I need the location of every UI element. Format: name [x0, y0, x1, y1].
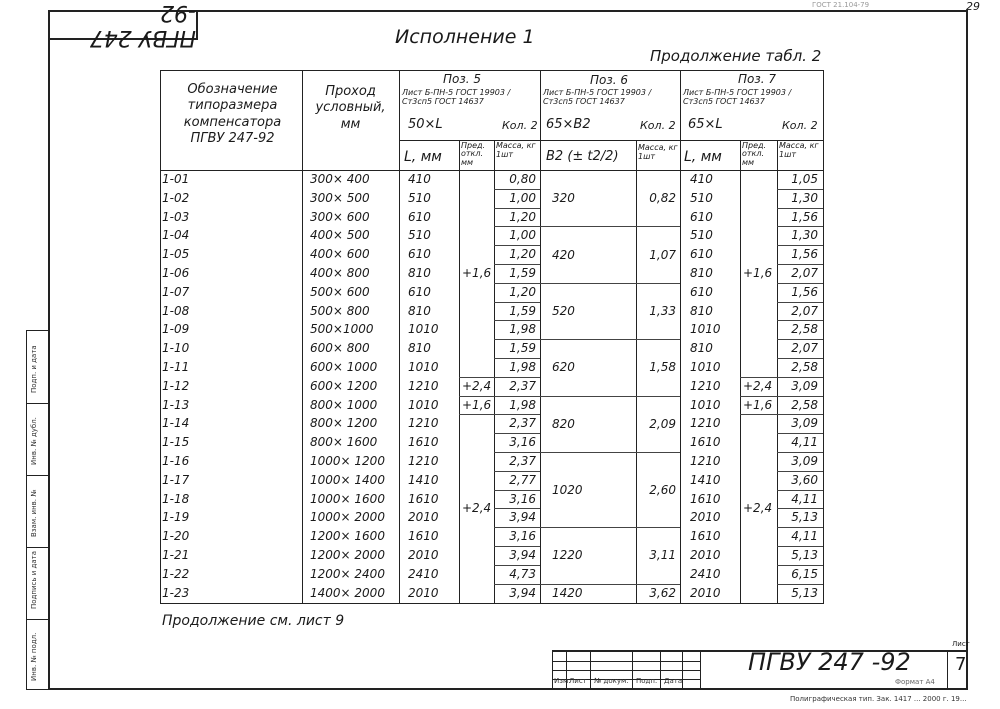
pos7-tolerance: +2,4 [743, 501, 773, 516]
pos5-tolerance: +1,6 [462, 266, 492, 281]
row-divider [777, 546, 823, 547]
row-divider [494, 471, 540, 472]
row-divider [494, 377, 540, 378]
row-pos5-length: 1610 [408, 491, 439, 506]
row-pos5-length: 510 [408, 190, 431, 205]
row-pos7-length: 610 [690, 209, 713, 224]
row-divider [494, 433, 540, 434]
row-pos5-length: 2010 [408, 510, 439, 525]
row-pos5-length: 1410 [408, 472, 439, 487]
row-passage: 400× 800 [310, 266, 370, 280]
sheet-label: Лист [952, 640, 970, 648]
row-divider [777, 452, 823, 453]
gost-mark: ГОСТ 21.104-79 [812, 1, 870, 9]
row-pos5-mass: 1,98 [509, 397, 536, 412]
row-pos5-mass: 3,16 [509, 435, 536, 450]
row-passage: 300× 500 [310, 190, 370, 205]
row-divider [494, 414, 540, 415]
row-pos7-mass: 5,13 [791, 585, 818, 600]
row-divider [494, 320, 540, 321]
row-divider [494, 208, 540, 209]
row-passage: 1000× 1600 [310, 491, 385, 506]
pos6-width: 1220 [552, 548, 583, 563]
pos6-mass: 1,33 [649, 304, 676, 318]
pos6-group-divider [540, 452, 680, 453]
row-pos7-length: 2410 [690, 566, 721, 581]
row-designation: 1-08 [162, 303, 190, 318]
tb-sign: Подп. [636, 677, 658, 685]
col-designation-header: Обозначение типоразмера компенсатора ПГВУ 247-92 [183, 82, 282, 146]
row-pos5-mass: 0,80 [509, 172, 536, 186]
pos6-width: 620 [552, 360, 575, 375]
pos7-col-tol: Пред. откл. мм [742, 141, 767, 167]
row-pos5-mass: 3,16 [509, 491, 536, 506]
tolerance-divider [740, 396, 777, 397]
row-passage: 500× 800 [310, 303, 370, 318]
row-divider [777, 471, 823, 472]
row-pos7-mass: 2,07 [791, 341, 818, 356]
row-divider [494, 302, 540, 303]
row-pos5-mass: 3,94 [509, 548, 536, 562]
pos5-col-l: L, мм [404, 149, 442, 165]
row-pos7-length: 1210 [690, 416, 721, 431]
tolerance-divider [740, 414, 777, 415]
row-divider [494, 189, 540, 190]
row-divider [777, 283, 823, 284]
tb-date: Дата [664, 677, 683, 685]
row-divider [494, 358, 540, 359]
row-pos7-length: 610 [690, 284, 713, 299]
row-passage: 600× 1200 [310, 378, 378, 393]
row-pos7-length: 810 [690, 341, 713, 356]
row-divider [494, 584, 540, 585]
pos6-width: 1420 [552, 586, 583, 600]
pos5-col-tol: Пред. откл. мм [461, 141, 486, 167]
tolerance-divider [459, 377, 494, 378]
row-divider [494, 527, 540, 528]
pos6-mass: 3,11 [649, 548, 676, 563]
row-passage: 1000× 2000 [310, 510, 385, 525]
row-divider [494, 396, 540, 397]
row-pos7-length: 810 [690, 303, 713, 318]
row-designation: 1-07 [162, 284, 190, 299]
side-stamp-field: Инв. № дубл. [30, 417, 38, 465]
row-divider [494, 245, 540, 246]
row-pos5-length: 1010 [408, 322, 439, 337]
row-designation: 1-11 [162, 360, 190, 374]
pos7-size: 65×L [688, 117, 723, 132]
row-divider [494, 508, 540, 509]
tb-doc: № докум. [594, 677, 629, 685]
row-designation: 1-02 [162, 190, 190, 205]
pos6-group-divider [540, 226, 680, 227]
row-pos5-mass: 1,59 [509, 266, 536, 280]
col-passage-header: Проход условный, мм [315, 84, 386, 132]
row-designation: 1-16 [162, 454, 190, 468]
row-pos5-mass: 2,37 [509, 416, 536, 431]
row-passage: 1400× 2000 [310, 585, 385, 600]
row-divider [494, 264, 540, 265]
pos6-title: Поз. 6 [590, 73, 629, 87]
page-number: 29 [966, 0, 980, 13]
row-designation: 1-19 [162, 510, 190, 525]
row-pos7-mass: 4,11 [791, 435, 818, 450]
pos5-title: Поз. 5 [443, 72, 482, 86]
row-pos5-length: 1010 [408, 360, 439, 374]
row-divider [494, 452, 540, 453]
row-divider [777, 339, 823, 340]
row-pos5-length: 610 [408, 247, 431, 262]
row-pos5-mass: 3,16 [509, 529, 536, 544]
row-divider [777, 377, 823, 378]
row-pos5-length: 810 [408, 266, 431, 280]
row-pos5-length: 610 [408, 284, 431, 299]
row-divider [777, 565, 823, 566]
row-pos5-length: 1210 [408, 416, 439, 431]
row-pos5-mass: 4,73 [509, 566, 536, 581]
row-pos7-mass: 5,13 [791, 510, 818, 525]
row-pos7-mass: 1,56 [791, 209, 818, 224]
row-pos5-length: 810 [408, 303, 431, 318]
row-pos7-mass: 2,07 [791, 266, 818, 280]
pos5-spec: Лист Б-ПН-5 ГОСТ 19903 / Ст3сп5 ГОСТ 14637 [402, 88, 511, 107]
row-pos5-length: 410 [408, 172, 431, 186]
pos6-spec: Лист Б-ПН-5 ГОСТ 19903 / Ст3сп5 ГОСТ 14637 [543, 88, 652, 107]
row-pos5-mass: 2,77 [509, 472, 536, 487]
pos7-tolerance: +2,4 [743, 379, 773, 394]
row-pos7-mass: 1,05 [791, 172, 818, 186]
row-designation: 1-23 [162, 585, 190, 600]
row-pos7-mass: 4,11 [791, 491, 818, 506]
row-pos5-length: 810 [408, 341, 431, 356]
row-pos7-mass: 2,07 [791, 303, 818, 318]
page-title: Исполнение 1 [395, 26, 535, 48]
row-divider [494, 490, 540, 491]
pos7-col-mass: Масса, кг 1шт [779, 141, 819, 159]
row-pos7-length: 810 [690, 266, 713, 280]
row-designation: 1-03 [162, 209, 190, 224]
format-label: Формат А4 [895, 678, 935, 686]
row-divider [777, 226, 823, 227]
row-designation: 1-20 [162, 529, 190, 544]
pos7-col-l: L, мм [684, 149, 722, 165]
row-pos5-mass: 1,98 [509, 322, 536, 337]
tolerance-divider [459, 396, 494, 397]
row-designation: 1-06 [162, 266, 190, 280]
row-passage: 600× 800 [310, 341, 370, 356]
pos5-qty: Кол. 2 [502, 119, 538, 132]
row-pos7-mass: 6,15 [791, 566, 818, 581]
row-pos7-length: 1610 [690, 529, 721, 544]
row-pos5-length: 1210 [408, 378, 439, 393]
row-pos7-length: 510 [690, 190, 713, 205]
row-pos5-length: 2010 [408, 548, 439, 562]
pos6-mass: 1,58 [649, 360, 676, 375]
row-passage: 300× 400 [310, 172, 370, 186]
row-passage: 1000× 1200 [310, 454, 385, 468]
row-pos7-mass: 3,09 [791, 416, 818, 431]
row-pos7-mass: 3,09 [791, 378, 818, 393]
row-designation: 1-01 [162, 172, 190, 186]
side-stamp-field: Подпись и дата [30, 551, 38, 609]
pos5-tolerance: +2,4 [462, 501, 492, 516]
row-designation: 1-18 [162, 491, 190, 506]
row-pos7-length: 1610 [690, 435, 721, 450]
row-passage: 1200× 2400 [310, 566, 385, 581]
row-pos7-mass: 4,11 [791, 529, 818, 544]
pos6-width: 320 [552, 191, 575, 206]
pos6-col-b: B2 (± t2/2) [546, 149, 619, 164]
bottom-note: Продолжение см. лист 9 [162, 613, 345, 629]
row-pos7-length: 1010 [690, 397, 721, 412]
pos7-tolerance: +1,6 [743, 266, 773, 281]
row-pos5-mass: 1,20 [509, 209, 536, 224]
row-designation: 1-14 [162, 416, 190, 431]
row-divider [777, 189, 823, 190]
pos5-tolerance: +1,6 [462, 398, 492, 412]
row-divider [777, 245, 823, 246]
row-pos7-mass: 3,09 [791, 454, 818, 468]
side-stamp-field: Инв. № подл. [30, 632, 38, 681]
row-divider [777, 490, 823, 491]
pos6-col-mass: Масса, кг 1шт [638, 143, 678, 161]
row-pos7-mass: 1,30 [791, 228, 818, 243]
row-divider [777, 320, 823, 321]
tb-izm: Изм. [554, 677, 571, 685]
row-passage: 400× 500 [310, 228, 370, 243]
pos6-group-divider [540, 283, 680, 284]
row-pos7-mass: 5,13 [791, 548, 818, 562]
pos6-mass: 2,60 [649, 482, 676, 497]
row-divider [777, 584, 823, 585]
row-passage: 500×1000 [310, 322, 374, 337]
row-pos7-length: 1210 [690, 454, 721, 468]
row-pos5-mass: 2,37 [509, 454, 536, 468]
row-pos5-mass: 2,37 [509, 378, 536, 393]
pos6-width: 520 [552, 304, 575, 318]
row-pos7-mass: 1,56 [791, 284, 818, 299]
row-designation: 1-12 [162, 378, 190, 393]
pos7-qty: Кол. 2 [782, 119, 818, 132]
row-designation: 1-10 [162, 341, 190, 356]
row-passage: 500× 600 [310, 284, 370, 299]
row-pos7-length: 2010 [690, 585, 721, 600]
row-divider [777, 527, 823, 528]
row-passage: 1200× 2000 [310, 548, 385, 562]
row-designation: 1-04 [162, 228, 190, 243]
row-pos7-length: 2010 [690, 548, 721, 562]
pos6-size: 65×B2 [546, 117, 591, 132]
pos7-tolerance: +1,6 [743, 398, 773, 412]
spec-table [160, 70, 824, 604]
row-pos7-length: 1210 [690, 378, 721, 393]
row-designation: 1-09 [162, 322, 190, 337]
row-pos5-mass: 3,94 [509, 585, 536, 600]
row-pos5-length: 610 [408, 209, 431, 224]
row-pos7-length: 1010 [690, 322, 721, 337]
row-pos5-mass: 1,59 [509, 303, 536, 318]
row-designation: 1-22 [162, 566, 190, 581]
row-divider [494, 565, 540, 566]
row-pos7-mass: 1,30 [791, 190, 818, 205]
sheet-number: 7 [955, 654, 967, 675]
row-divider [494, 546, 540, 547]
row-designation: 1-15 [162, 435, 190, 450]
row-pos5-mass: 1,20 [509, 247, 536, 262]
row-divider [494, 283, 540, 284]
row-pos5-length: 1610 [408, 435, 439, 450]
row-pos7-length: 510 [690, 228, 713, 243]
side-stamp-field: Взам. инв. № [30, 489, 38, 537]
row-divider [777, 358, 823, 359]
row-designation: 1-13 [162, 397, 190, 412]
row-pos7-length: 610 [690, 247, 713, 262]
pos6-width: 1020 [552, 482, 583, 497]
row-divider [777, 414, 823, 415]
top-left-stamp-text: ПГВУ 247 -92 [89, 0, 196, 50]
row-divider [777, 208, 823, 209]
row-designation: 1-21 [162, 548, 190, 562]
row-pos7-mass: 2,58 [791, 322, 818, 337]
pos6-group-divider [540, 584, 680, 585]
row-pos5-length: 2010 [408, 585, 439, 600]
row-pos7-mass: 2,58 [791, 360, 818, 374]
row-divider [494, 339, 540, 340]
row-pos5-mass: 3,94 [509, 510, 536, 525]
pos7-spec: Лист Б-ПН-5 ГОСТ 19903 / Ст3сп5 ГОСТ 14637 [683, 88, 792, 107]
row-divider [777, 396, 823, 397]
row-pos5-mass: 1,98 [509, 360, 536, 374]
pos6-width: 420 [552, 247, 575, 262]
row-divider [777, 264, 823, 265]
pos6-mass: 2,09 [649, 416, 676, 431]
row-pos5-mass: 1,00 [509, 190, 536, 205]
pos5-tolerance: +2,4 [462, 379, 492, 394]
row-pos7-length: 1010 [690, 360, 721, 374]
row-divider [494, 226, 540, 227]
row-passage: 800× 1000 [310, 397, 378, 412]
pos6-qty: Кол. 2 [640, 119, 676, 132]
row-pos5-mass: 1,00 [509, 228, 536, 243]
row-designation: 1-17 [162, 472, 190, 487]
row-pos5-length: 2410 [408, 566, 439, 581]
row-passage: 600× 1000 [310, 360, 378, 374]
pos6-mass: 3,62 [649, 586, 676, 600]
row-divider [777, 433, 823, 434]
pos6-group-divider [540, 396, 680, 397]
row-divider [777, 302, 823, 303]
row-passage: 1000× 1400 [310, 472, 385, 487]
row-pos5-mass: 1,59 [509, 341, 536, 356]
pos5-size: 50×L [408, 117, 443, 132]
tolerance-divider [459, 414, 494, 415]
row-pos7-mass: 2,58 [791, 397, 818, 412]
printer-note: Полиграфическая тип. Зак. 1417 ... 2000 г. 19... [790, 695, 967, 703]
tolerance-divider [740, 377, 777, 378]
pos6-group-divider [540, 527, 680, 528]
row-pos7-mass: 3,60 [791, 472, 818, 487]
row-passage: 800× 1200 [310, 416, 378, 431]
row-pos7-length: 1610 [690, 491, 721, 506]
row-passage: 300× 600 [310, 209, 370, 224]
pos5-col-mass: Масса, кг 1шт [496, 141, 536, 159]
row-pos5-length: 1010 [408, 397, 439, 412]
side-stamp-field: Подп. и дата [30, 345, 38, 393]
row-pos5-length: 510 [408, 228, 431, 243]
pos6-mass: 0,82 [649, 191, 676, 206]
continuation-label: Продолжение табл. 2 [650, 47, 822, 65]
tb-list: Лист [569, 677, 587, 685]
pos6-group-divider [540, 339, 680, 340]
row-pos7-mass: 1,56 [791, 247, 818, 262]
row-passage: 800× 1600 [310, 435, 378, 450]
row-pos7-length: 1410 [690, 472, 721, 487]
row-pos5-length: 1610 [408, 529, 439, 544]
row-designation: 1-05 [162, 247, 190, 262]
pos6-mass: 1,07 [649, 247, 676, 262]
row-pos7-length: 410 [690, 172, 713, 186]
row-passage: 1200× 1600 [310, 529, 385, 544]
row-pos5-length: 1210 [408, 454, 439, 468]
doc-code: ПГВУ 247 -92 [748, 648, 911, 676]
row-divider [777, 508, 823, 509]
row-pos5-mass: 1,20 [509, 284, 536, 299]
pos6-width: 820 [552, 416, 575, 431]
row-pos7-length: 2010 [690, 510, 721, 525]
row-passage: 400× 600 [310, 247, 370, 262]
top-left-stamp [48, 0, 198, 50]
side-stamp [26, 330, 48, 690]
pos7-title: Поз. 7 [738, 72, 777, 86]
